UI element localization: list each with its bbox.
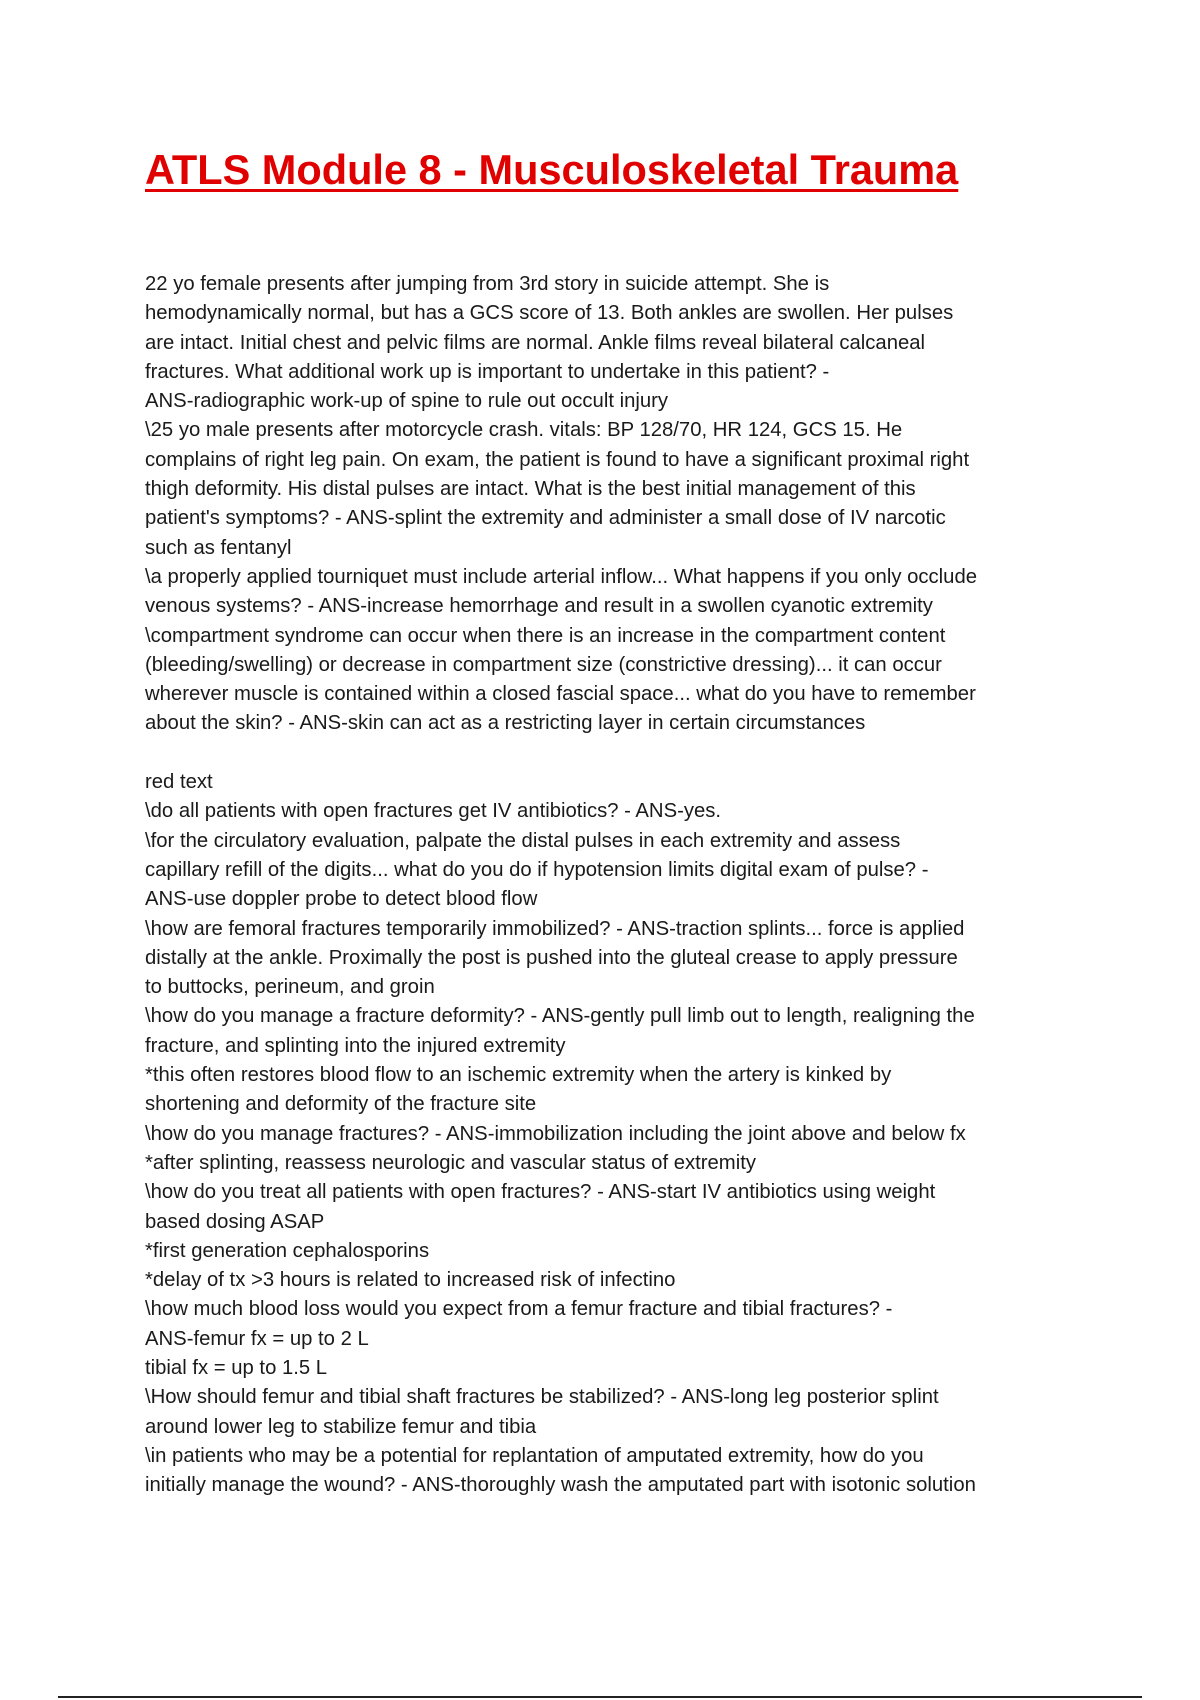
page-divider <box>58 1696 1142 1698</box>
text-line: \how do you treat all patients with open fractures? - ANS-start IV antibiotics using weight <box>145 1181 936 1204</box>
text-line: complains of right leg pain. On exam, the patient is found to have a significant proximal right <box>145 448 970 471</box>
text-line: ANS-radiographic work-up of spine to rule out occult injury <box>145 390 669 413</box>
paragraph-gap <box>145 739 1065 768</box>
document-body <box>145 270 1065 1500</box>
text-line: \25 yo male presents after motorcycle crash. vitals: BP 128/70, HR 124, GCS 15. He <box>145 419 903 442</box>
text-line: shortening and deformity of the fracture site <box>145 1093 537 1116</box>
text-line: around lower leg to stabilize femur and tibia <box>145 1415 537 1438</box>
text-line: to buttocks, perineum, and groin <box>145 976 435 999</box>
text-line: fracture, and splinting into the injured extremity <box>145 1034 566 1057</box>
text-line: patient's symptoms? - ANS-splint the extremity and administer a small dose of IV narcotic <box>145 507 946 530</box>
text-line: 22 yo female presents after jumping from 3rd story in suicide attempt. She is <box>145 273 830 295</box>
text-line: based dosing ASAP <box>145 1210 325 1233</box>
text-line: \do all patients with open fractures get IV antibiotics? - ANS-yes. <box>145 800 722 823</box>
text-line: *first generation cephalosporins <box>145 1239 430 1262</box>
text-line: distally at the ankle. Proximally the post is pushed into the gluteal crease to apply pressure <box>145 946 958 969</box>
document-title: ATLS Module 8 - Musculoskeletal Trauma <box>145 146 959 193</box>
text-line: \How should femur and tibial shaft fractures be stabilized? - ANS-long leg posterior splint <box>145 1386 939 1409</box>
text-line: \how do you manage a fracture deformity? - ANS-gently pull limb out to length, realigning the <box>145 1005 975 1028</box>
text-line: \how much blood loss would you expect from a femur fracture and tibial fractures? - <box>145 1298 893 1321</box>
text-line: (bleeding/swelling) or decrease in compartment size (constrictive dressing)... it can occur <box>145 653 942 676</box>
text-line: *delay of tx >3 hours is related to increased risk of infectino <box>145 1269 676 1292</box>
text-line: hemodynamically normal, but has a GCS score of 13. Both ankles are swollen. Her pulses <box>145 302 954 325</box>
text-line: are intact. Initial chest and pelvic films are normal. Ankle films reveal bilateral calcaneal <box>145 331 926 354</box>
text-line: ANS-use doppler probe to detect blood flow <box>145 888 538 911</box>
text-line: initially manage the wound? - ANS-thoroughly wash the amputated part with isotonic solution <box>145 1474 976 1497</box>
text-line: about the skin? - ANS-skin can act as a restricting layer in certain circumstances <box>145 712 866 735</box>
text-line: \a properly applied tourniquet must include arterial inflow... What happens if you only occlude <box>145 565 978 588</box>
text-line: such as fentanyl <box>145 536 292 559</box>
text-line: \how do you manage fractures? - ANS-immobilization including the joint above and below fx <box>145 1122 966 1145</box>
text-line: ANS-femur fx = up to 2 L <box>145 1327 369 1350</box>
text-line: red text <box>145 771 213 794</box>
text-line: \for the circulatory evaluation, palpate the distal pulses in each extremity and assess <box>145 829 901 852</box>
text-line: \in patients who may be a potential for replantation of amputated extremity, how do you <box>145 1444 924 1467</box>
text-line: \how are femoral fractures temporarily immobilized? - ANS-traction splints... force is applied <box>145 917 965 940</box>
text-line: thigh deformity. His distal pulses are intact. What is the best initial management of this <box>145 478 916 501</box>
text-line: fractures. What additional work up is important to undertake in this patient? - <box>145 360 830 383</box>
text-line: \compartment syndrome can occur when there is an increase in the compartment content <box>145 624 946 647</box>
text-line: wherever muscle is contained within a closed fascial space... what do you have to remember <box>145 683 976 706</box>
text-line: tibial fx = up to 1.5 L <box>145 1356 328 1379</box>
text-line: capillary refill of the digits... what do you do if hypotension limits digital exam of pulse? - <box>145 858 929 881</box>
text-line: *this often restores blood flow to an ischemic extremity when the artery is kinked by <box>145 1064 892 1087</box>
text-line: *after splinting, reassess neurologic and vascular status of extremity <box>145 1151 756 1174</box>
text-line: venous systems? - ANS-increase hemorrhage and result in a swollen cyanotic extremity <box>145 595 933 618</box>
